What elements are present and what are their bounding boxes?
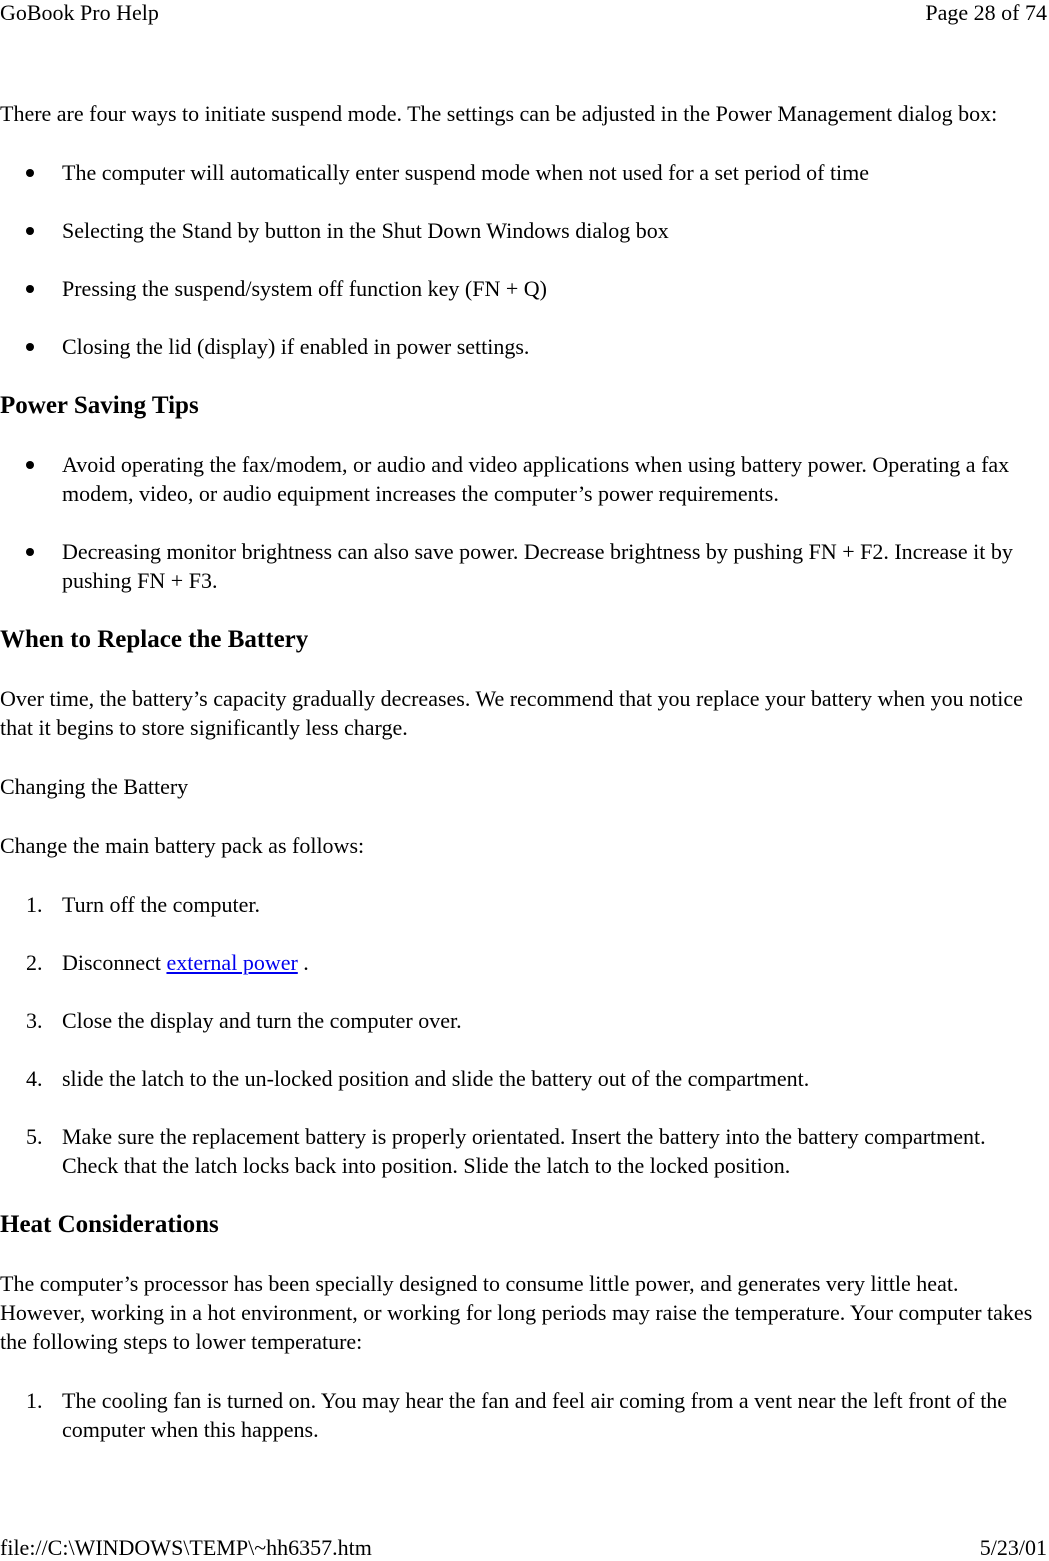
header-page-number: Page 28 of 74 (925, 0, 1047, 25)
list-item (0, 1006, 1046, 1035)
step-number: 1. (26, 892, 43, 917)
step-number: 4. (26, 1066, 43, 1091)
bullet-icon (26, 169, 34, 177)
bullet-icon (26, 461, 34, 469)
footer-file-path: file://C:\WINDOWS\TEMP\~hh6357.htm (0, 1535, 372, 1560)
list-item (0, 332, 1046, 361)
step-text: Make sure the replacement battery is properly orientated. Insert the battery into the battery compartment. Check that the latch locks back into position. Slide the latch to the locked position. (62, 1124, 986, 1178)
step-text: The cooling fan is turned on. You may hear the fan and feel air coming from a vent near the left front of the computer when this happens. (62, 1388, 1008, 1442)
power-saving-tips-heading: Power Saving Tips (0, 392, 199, 419)
bullet-icon (26, 285, 34, 293)
changing-battery-subheading: Changing the Battery (0, 774, 189, 799)
replace-battery-text: Over time, the battery’s capacity gradually decreases. We recommend that you replace your battery when you notice that it begins to store significantly less charge. (0, 686, 1023, 740)
list-item (0, 1386, 1046, 1444)
change-battery-steps (0, 890, 1046, 1180)
list-item (0, 450, 1046, 508)
bullet-icon (26, 227, 34, 235)
suspend-methods-list (0, 158, 1046, 361)
bullet-icon (26, 548, 34, 556)
step-text: slide the latch to the un-locked position and slide the battery out of the compartment. (62, 1066, 810, 1091)
list-item-text: Decreasing monitor brightness can also save power. Decrease brightness by pushing FN + F2. Increase it by pushing FN + F3. (62, 539, 1013, 593)
list-item-text: The computer will automatically enter suspend mode when not used for a set period of time (62, 160, 870, 185)
list-item-text: Closing the lid (display) if enabled in power settings. (62, 334, 530, 359)
step-number: 5. (26, 1124, 43, 1149)
list-item-text: Pressing the suspend/system off function key (FN + Q) (62, 276, 547, 301)
suspend-intro: There are four ways to initiate suspend mode. The settings can be adjusted in the Power Management dialog box: (0, 101, 998, 126)
step-text: Turn off the computer. (62, 892, 260, 917)
heat-steps (0, 1386, 1046, 1444)
step-text-suffix: . (297, 950, 309, 975)
replace-battery-heading: When to Replace the Battery (0, 626, 309, 653)
list-item (0, 1122, 1046, 1180)
heat-considerations-text: The computer’s processor has been specially designed to consume little power, and generates very little heat. However, working in a hot environment, or working for long periods may raise the temperature. Your computer takes the following steps to lower temperature: (0, 1271, 1033, 1354)
list-item (0, 216, 1046, 245)
help-content (0, 99, 1046, 1474)
list-item (0, 1064, 1046, 1093)
external-power-link[interactable]: external power (166, 950, 298, 975)
step-text: Close the display and turn the computer over. (62, 1008, 462, 1033)
bullet-icon (26, 343, 34, 351)
list-item (0, 948, 1046, 977)
list-item-text: Selecting the Stand by button in the Shut Down Windows dialog box (62, 218, 669, 243)
power-tips-list (0, 450, 1046, 595)
list-item (0, 537, 1046, 595)
list-item (0, 158, 1046, 187)
step-number: 3. (26, 1008, 43, 1033)
list-item (0, 890, 1046, 919)
footer-date: 5/23/01 (979, 1535, 1047, 1560)
changing-battery-lead: Change the main battery pack as follows: (0, 833, 365, 858)
list-item-text: Avoid operating the fax/modem, or audio and video applications when using battery power. Operating a fax modem, video, or audio equipment increases the computer’s power requirements. (62, 452, 1010, 506)
step-text-prefix: Disconnect (62, 950, 167, 975)
list-item (0, 274, 1046, 303)
heat-considerations-heading: Heat Considerations (0, 1211, 219, 1238)
header-title: GoBook Pro Help (0, 0, 159, 25)
step-number: 2. (26, 950, 43, 975)
step-number: 1. (26, 1388, 43, 1413)
